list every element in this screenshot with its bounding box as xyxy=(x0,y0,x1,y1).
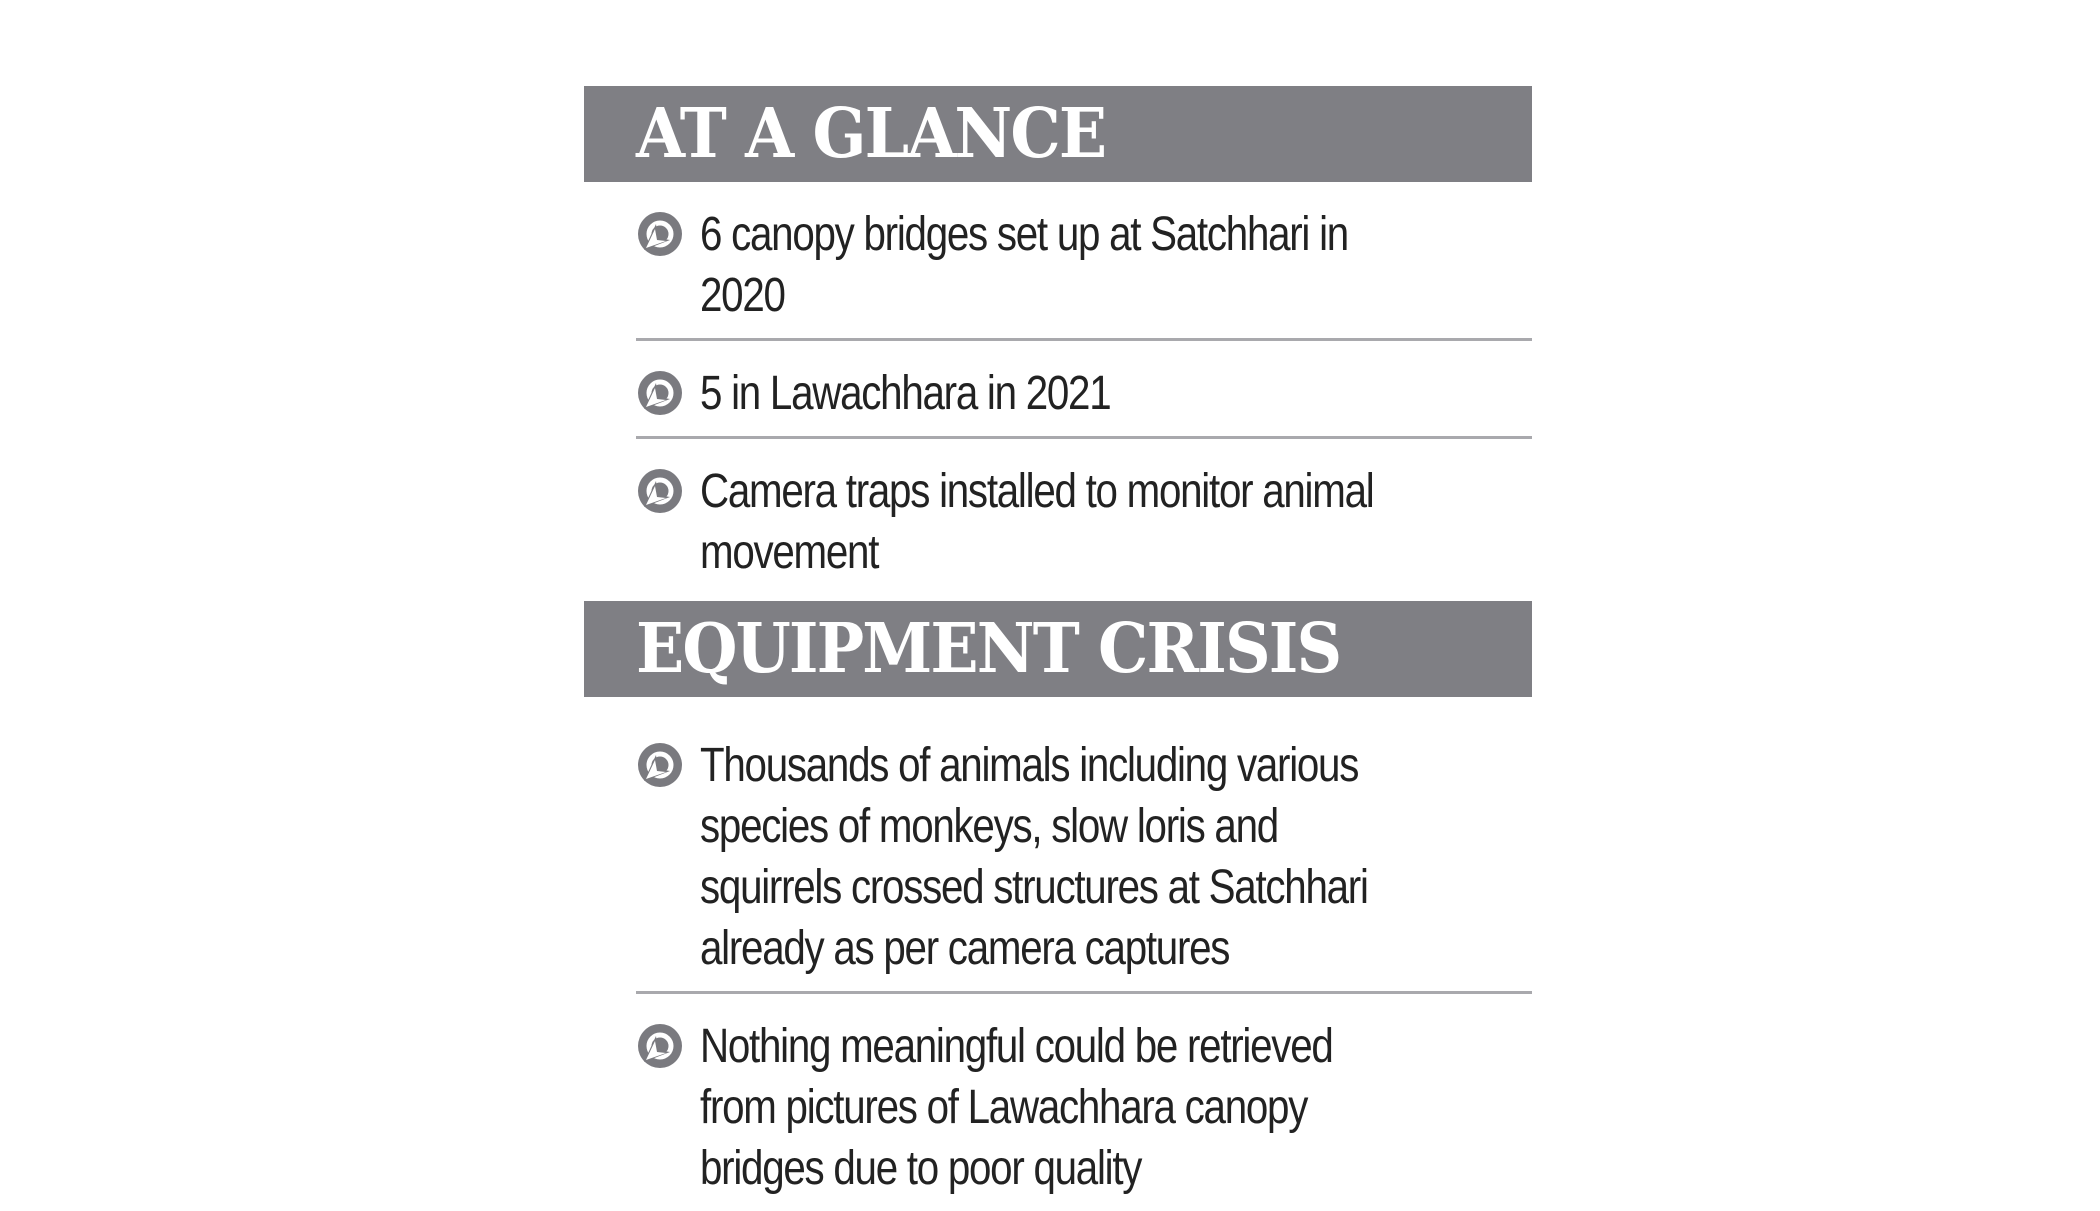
list-item-text: Thousands of animals including various species of monkeys, slow loris and squirrels crossed structures at Satchhari already as per camera captures xyxy=(700,739,1368,975)
list-item xyxy=(636,994,1532,1211)
list-item xyxy=(636,713,1532,994)
section-spacer xyxy=(584,697,1532,713)
list-item xyxy=(636,439,1532,595)
at-a-glance-panel xyxy=(584,86,1532,1211)
circular-arrow-bullet-icon xyxy=(636,210,684,258)
circular-arrow-bullet-icon xyxy=(636,1022,684,1070)
list-item xyxy=(636,182,1532,341)
list-item xyxy=(636,341,1532,439)
list-item-text: 6 canopy bridges set up at Satchhari in 2020 xyxy=(700,208,1348,322)
circular-arrow-bullet-icon xyxy=(636,741,684,789)
section-heading: EQUIPMENT CRISIS xyxy=(636,609,1341,689)
at-a-glance-list xyxy=(636,182,1532,595)
section-heading: AT A GLANCE xyxy=(636,94,1106,174)
circular-arrow-bullet-icon xyxy=(636,467,684,515)
section-header-equipment-crisis xyxy=(584,601,1532,697)
list-item-text: Nothing meaningful could be retrieved from pictures of Lawachhara canopy bridges due to poor quality xyxy=(700,1020,1333,1195)
list-item-text: Camera traps installed to monitor animal movement xyxy=(700,465,1374,579)
list-item-text: 5 in Lawachhara in 2021 xyxy=(700,367,1111,420)
section-header-at-a-glance xyxy=(584,86,1532,182)
equipment-crisis-list xyxy=(636,713,1532,1211)
circular-arrow-bullet-icon xyxy=(636,369,684,417)
